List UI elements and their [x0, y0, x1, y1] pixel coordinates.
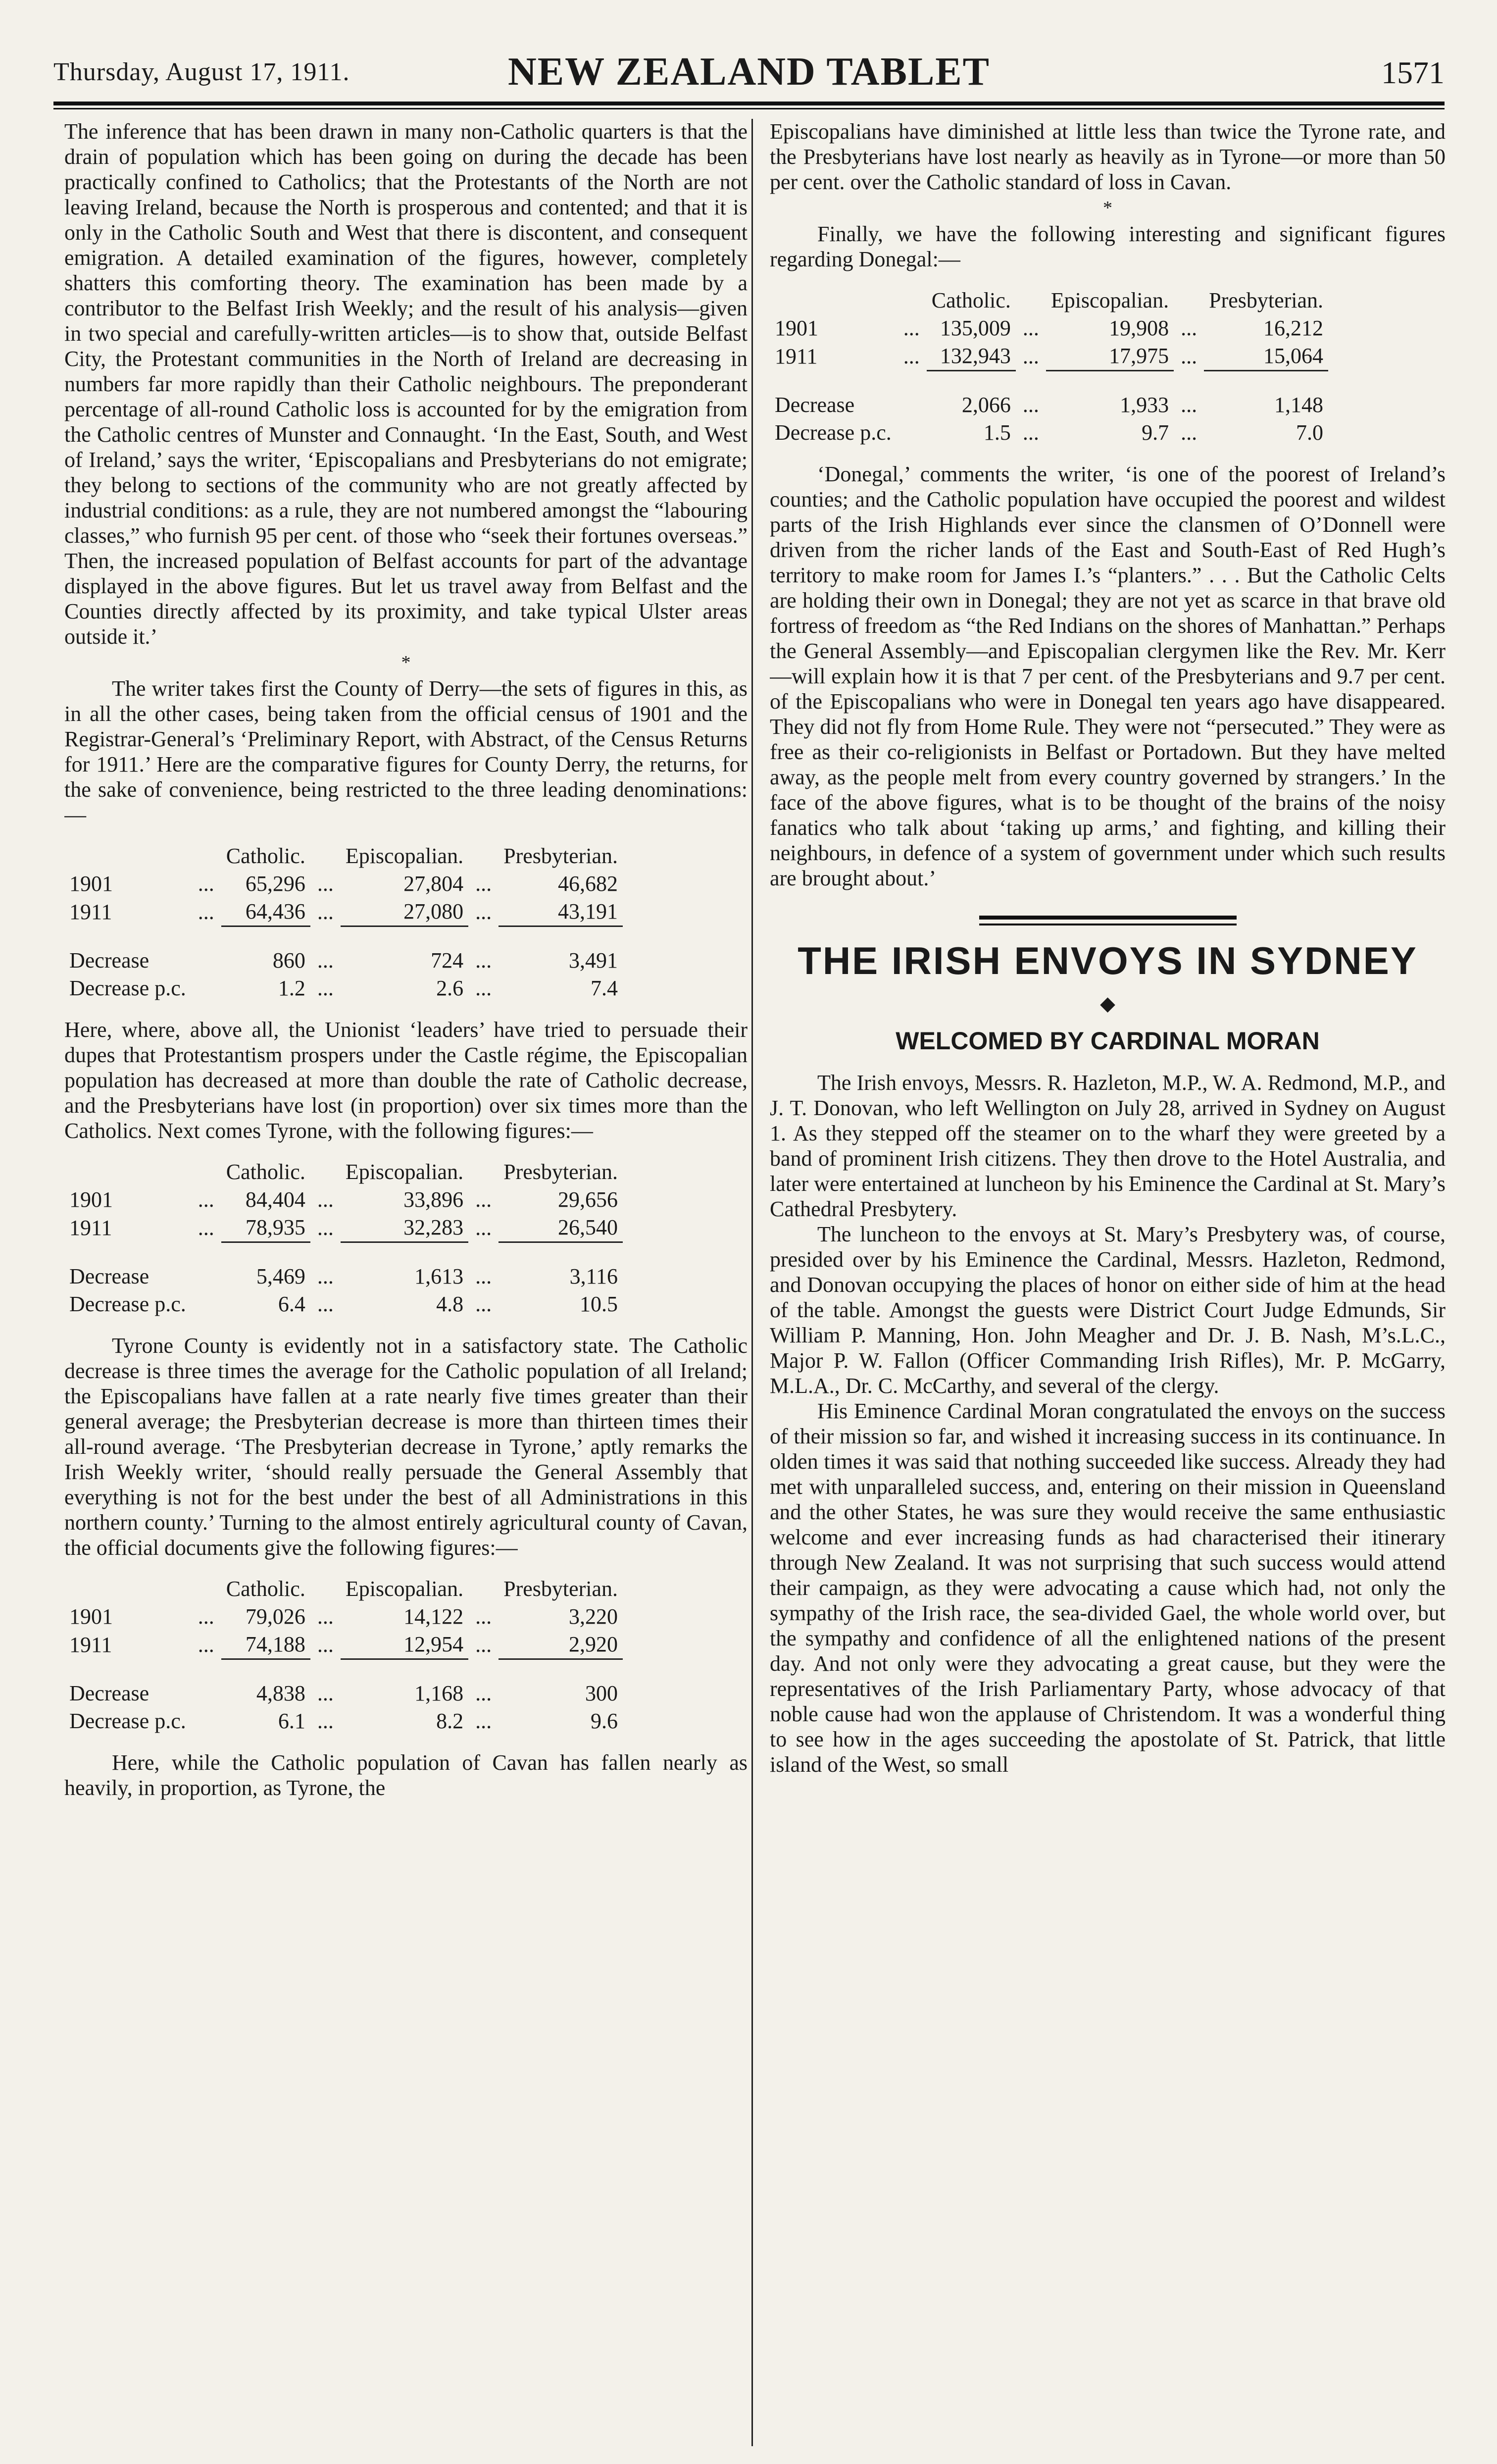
right-paragraph-4: The Irish envoys, Messrs. R. Hazleton, M.P., W. A. Redmond, M.P., and J. T. Donovan, who left Wellington on July 28, arrived in Sydney on August 1. As they stepped off the steamer on to the wharf they were greeted by a band of prominent Irish citizens. They then drove to the Hotel Australia, and later were entertained at luncheon by his Eminence the Cardinal at St. Mary’s Cathedral Presbytery.	[770, 1071, 1446, 1221]
right-paragraph-5: The luncheon to the envoys at St. Mary’s Presbytery was, of course, presided over by his Eminence the Cardinal, Messrs. Hazleton, Redmond, and Donovan occupying the places of honor on either side of him at the head of the table. Amongst the guests were District Court Judge Edmunds, Sir William P. Manning, Hon. John Meagher and Dr. J. B. Nash, M’s.L.C., Major P. W. Fallon (Officer Commanding Irish Rifles), Mr. P. McGarry, M.L.A., Dr. C. McCarthy, and several of the clergy.	[770, 1222, 1446, 1398]
table-header: Episcopalian.	[345, 1160, 464, 1184]
left-paragraph-2: The writer takes first the County of Derry—the sets of figures in this, as in all the other cases, being taken from the official census of 1901 and the Registrar-General’s ‘Preliminary Report, with Abstract, of the Census Returns for 1911.’ Here are the comparative figures for County Derry, the returns, for the sake of convenience, being restricted to the three leading denominations:—	[64, 676, 748, 827]
cavan-table	[64, 1575, 623, 1735]
table-row: Decrease p.c. 6.4 ... 4.8 ... 10.5	[69, 1292, 618, 1316]
left-paragraph-5: Here, while the Catholic population of Cavan has fallen nearly as heavily, in proportion, as Tyrone, the	[64, 1750, 748, 1800]
header-rule-thin	[53, 108, 1445, 109]
table-header: Episcopalian.	[1050, 288, 1169, 312]
article-rule-thin	[979, 924, 1237, 925]
left-paragraph-4: Tyrone County is evidently not in a satisfactory state. The Catholic decrease is three times the average for the Catholic population of all Ireland; the Episcopalians have fallen at a rate nearly five times greater than their general average; the Presbyterian decrease is more than thirteen times their all-round average. ‘The Presbyterian decrease in Tyrone,’ aptly remarks the Irish Weekly writer, ‘should really persuade the General Assembly that everything is not for the best under the best of all Administrations in this northern county.’ Turning to the almost entirely agricultural county of Cavan, the official documents give the following figures:—	[64, 1334, 748, 1560]
left-paragraph-1: The inference that has been drawn in many non-Catholic quarters is that the drain of population which has been going on during the decade has been practically confined to Catholics; that the Protestants of the North are not leaving Ireland, because the North is prosperous and contented; and that it is only in the Catholic South and West that there is discontent, and consequent emigration. A detailed examination of the figures, however, completely shatters this comforting theory. The examination has been made by a contributor to the Belfast Irish Weekly; and the result of his analysis—given in two special and carefully-written articles—is to show that, outside Belfast City, the Protestant communities in the North of Ireland are decreasing in numbers far more rapidly than their Catholic neighbours. The preponderant percentage of all-round Catholic loss is accounted for by the emigration from the Catholic centres of Munster and Connaught. ‘In the East, South, and West of Ireland,’ says the writer, ‘Episcopalians and Presbyterians do not emigrate; they belong to sections of the community who are not greatly affected by industrial conditions: as a rule, they are not numbered amongst the “labouring classes,” who furnish 95 per cent. of those who “seek their fortunes overseas.” Then, the increased population of Belfast accounts for part of the advantage displayed in the above figures. But let us travel away from Belfast and the Counties directly affected by its proximity, and take typical Ulster areas outside it.’	[64, 119, 748, 649]
tyrone-table	[64, 1158, 623, 1318]
table-row: 1901 ... 65,296 ... 27,804 ... 46,682	[69, 872, 618, 896]
section-star: *	[401, 652, 411, 673]
right-paragraph-2: Finally, we have the following interesting and significant figures regarding Donegal:—	[770, 222, 1446, 271]
article-subtitle: WELCOMED BY CARDINAL MORAN	[896, 1027, 1320, 1055]
table-header: Catholic.	[226, 844, 305, 868]
table-row: 1911 ... 132,943 ... 17,975 ... 15,064	[770, 342, 1328, 371]
table-row: 1901 ... 79,026 ... 14,122 ... 3,220	[69, 1604, 618, 1629]
table-header: Catholic.	[226, 1160, 305, 1184]
table-row: Decrease 5,469 ... 1,613 ... 3,116	[69, 1264, 618, 1288]
left-column	[64, 119, 748, 2446]
table-header: Episcopalian.	[345, 1577, 464, 1601]
left-paragraph-3: Here, where, above all, the Unionist ‘leaders’ have tried to persuade their dupes that Protestantism prospers under the Castle régime, the Episcopalian population has decreased at more than double the rate of Catholic decrease, and the Presbyterians have lost (in proportion) over six times more than the Catholics. Next comes Tyrone, with the following figures:—	[64, 1018, 748, 1143]
section-star: *	[1103, 198, 1112, 218]
masthead-title: NEW ZEALAND TABLET	[507, 50, 991, 94]
table-row: Decrease p.c. 1.2 ... 2.6 ... 7.4	[69, 976, 618, 1000]
table-row: Decrease p.c. 1.5 ... 9.7 ... 7.0	[775, 420, 1324, 445]
article-rule-thick	[979, 916, 1237, 920]
ornament-diamond-icon: ◆	[1100, 992, 1115, 1015]
derry-table	[64, 842, 623, 1002]
right-paragraph-6: His Eminence Cardinal Moran congratulated the envoys on the success of their mission so far, and wished it increasing success in its continuance. In olden times it was said that nothing succeeded like success. Already they had met with unparalleled success, and, entering on their mission in Queensland and the other States, he was sure they would receive the same enthusiastic welcome and ever increasing funds as had characterised their itinerary through New Zealand. It was not surprising that such success would attend their campaign, as they were advocating a cause which had, not only the sympathy of the Irish race, the sea-divided Gael, the whole world over, but the sympathy and confidence of all the enlightened nations of the present day. And not only were they advocating a great cause, but they were the representatives of the Irish Parliamentary Party, whose advocacy of that noble cause had won the applause of Christendom. It was a wonderful thing to see how in the ages succeeding the apostolate of St. Patrick, that little island of the West, so small	[770, 1399, 1446, 1777]
table-header: Catholic.	[931, 288, 1011, 312]
table-row: 1911 ... 64,436 ... 27,080 ... 43,191	[64, 898, 623, 926]
table-row: Decrease p.c. 6.1 ... 8.2 ... 9.6	[69, 1709, 618, 1733]
donegal-table	[770, 287, 1328, 447]
table-header: Presbyterian.	[503, 844, 618, 868]
table-row: 1901 ... 135,009 ... 19,908 ... 16,212	[775, 316, 1324, 340]
page-number: 1571	[1381, 55, 1445, 90]
right-column	[770, 119, 1446, 2446]
table-row: 1911 ... 74,188 ... 12,954 ... 2,920	[64, 1631, 623, 1659]
right-paragraph-3: ‘Donegal,’ comments the writer, ‘is one of the poorest of Ireland’s counties; and the Catholic population have occupied the poorest and wildest parts of the Irish Highlands ever since the clansmen of O’Donnell were driven from the richer lands of the East and South-East of Red Hugh’s territory to make room for James I.’s “planters.” . . . But the Catholic Celts are holding their own in Donegal; they are not yet as scarce in that brave old fortress of freedom as “the Red Indians on the shores of Manhattan.” Perhaps the General Assembly—and Episcopalian clergymen like the Rev. Mr. Kerr—will explain how it is that 7 per cent. of the Presbyterians and 9.7 per cent. of the Episcopalians who were in Donegal ten years ago have disappeared. They did not fly from Home Rule. They were not “persecuted.” They were as free as their co-religionists in Belfast or Portadown. But they have melted away, as the people melt from every country governed by strangers.’ In the face of the above figures, what is to be thought of the brains of the noisy fanatics who talk about ‘taking up arms,’ and fighting, and killing their neighbours, in defence of a system of government under which such results are brought about.’	[770, 462, 1446, 890]
table-row: Decrease 2,066 ... 1,933 ... 1,148	[775, 393, 1324, 417]
table-row: Decrease 860 ... 724 ... 3,491	[69, 948, 618, 973]
table-header: Episcopalian.	[345, 844, 464, 868]
column-divider	[751, 119, 753, 2446]
table-row: Decrease 4,838 ... 1,168 ... 300	[69, 1681, 618, 1705]
article-title: THE IRISH ENVOYS IN SYDNEY	[798, 939, 1418, 982]
right-paragraph-1: Episcopalians have diminished at little less than twice the Tyrone rate, and the Presbyterians have lost nearly as heavily as in Tyrone—or more than 50 per cent. over the Catholic standard of loss in Cavan.	[770, 119, 1446, 194]
issue-date: Thursday, August 17, 1911.	[53, 58, 350, 86]
table-row: 1901 ... 84,404 ... 33,896 ... 29,656	[69, 1187, 618, 1212]
page-header	[53, 48, 1445, 102]
table-header: Presbyterian.	[503, 1160, 618, 1184]
table-header: Presbyterian.	[1209, 288, 1324, 312]
table-header: Catholic.	[226, 1577, 305, 1601]
table-row: 1911 ... 78,935 ... 32,283 ... 26,540	[64, 1214, 623, 1242]
table-header: Presbyterian.	[503, 1577, 618, 1601]
header-rule-thick	[53, 102, 1445, 105]
